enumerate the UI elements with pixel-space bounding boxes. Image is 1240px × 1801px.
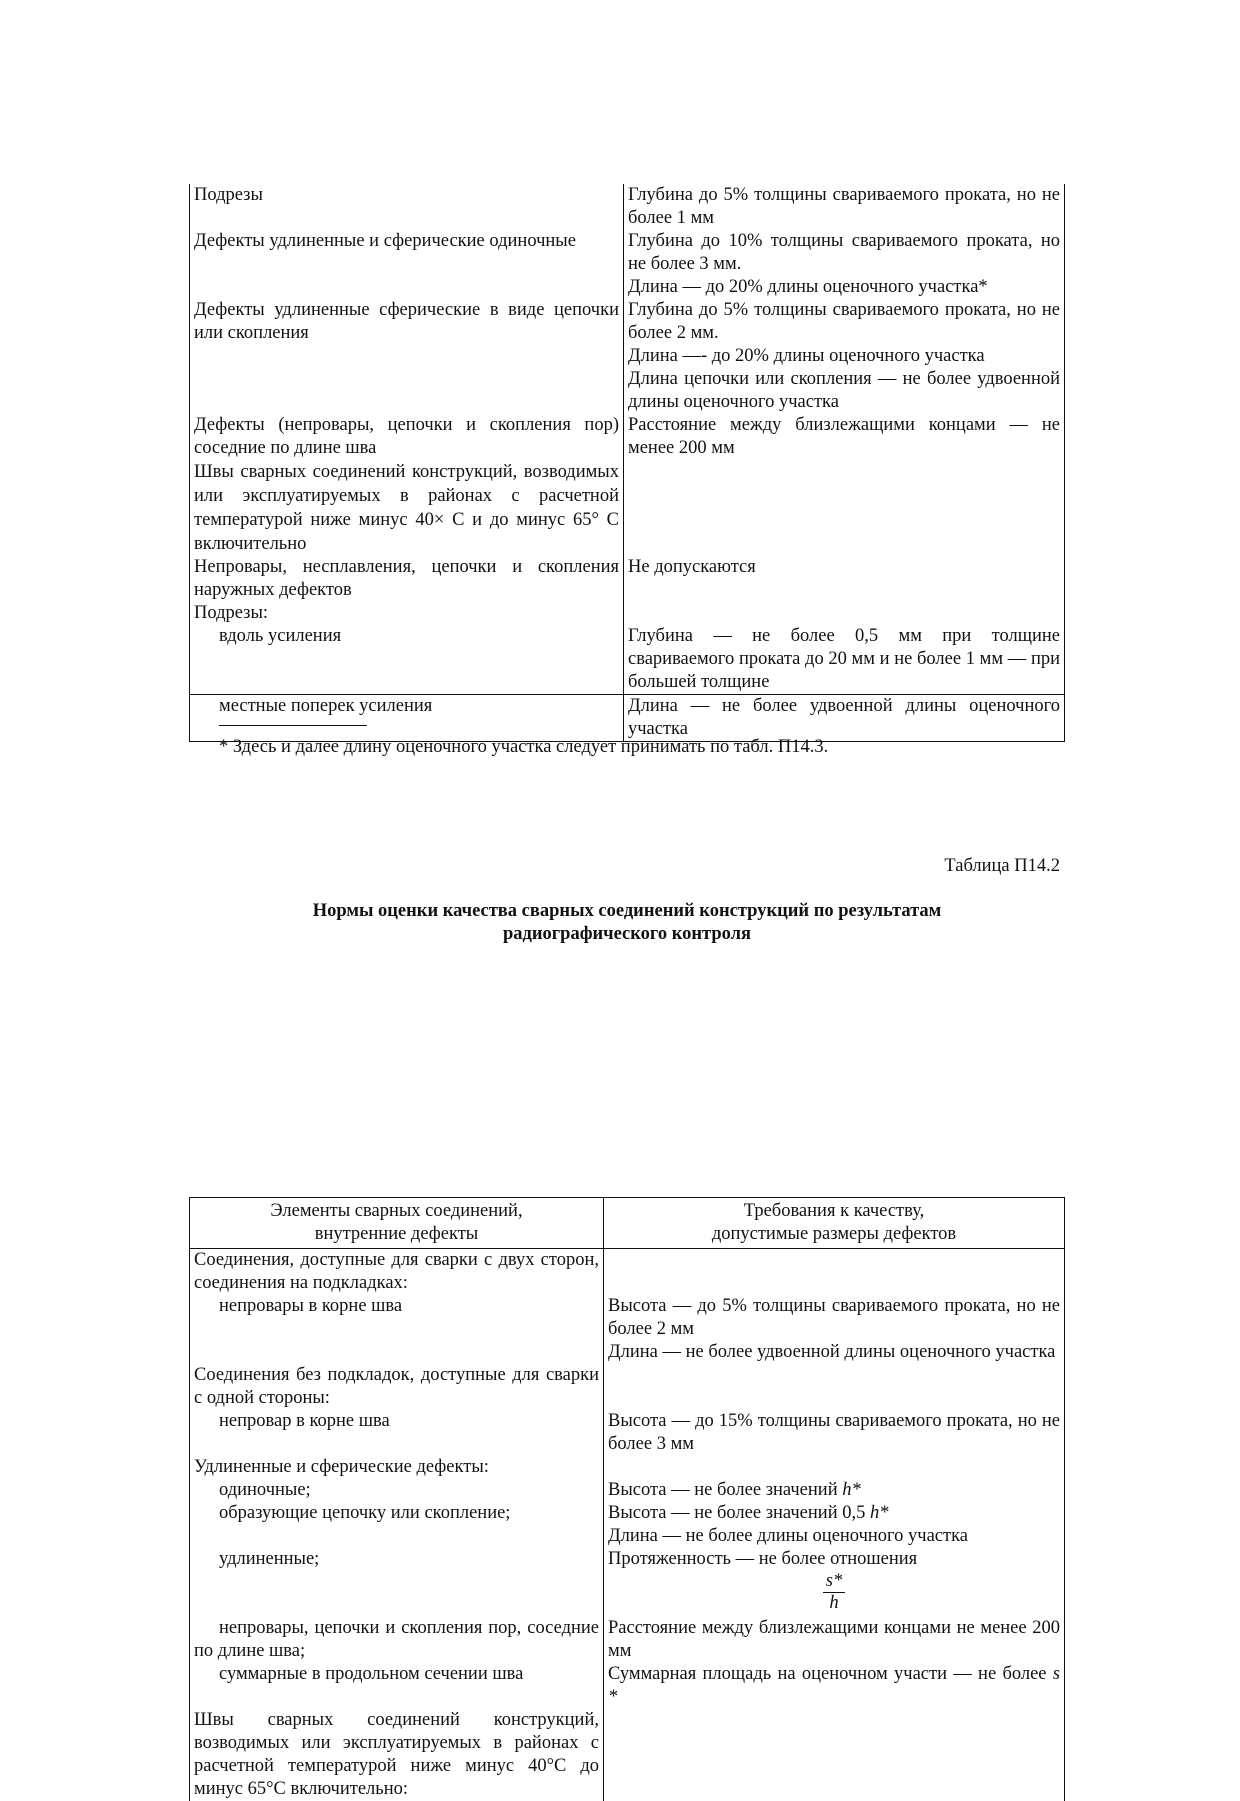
- cell-left: одиночные;: [190, 1479, 604, 1502]
- item-text: непровар в корне шва: [219, 1411, 390, 1431]
- header-text: Элементы сварных соединений,: [270, 1201, 523, 1221]
- table-header-row: [190, 1198, 1065, 1249]
- cell-right: [604, 1295, 1065, 1364]
- requirement-text: Глубина — не более 0,5 мм при толщине свариваемого проката до 20 мм и не более 1 мм — при большей толщине: [628, 626, 1060, 692]
- cell-left: Швы сварных соединений конструкций, возводимых или эксплуатируемых в районах с расчетной температурой ниже минус 40°С до минус 65°С включительно:: [190, 1709, 604, 1801]
- table-row: [190, 460, 1065, 556]
- cell-right: [604, 1502, 1065, 1548]
- cell-left: Непровары, несплавления, цепочки и скопления наружных дефектов: [190, 556, 624, 602]
- table-caption: Таблица П14.2: [944, 856, 1060, 876]
- requirement-text: Высота — до 5% толщины свариваемого проката, но не более 2 мм: [608, 1296, 1060, 1339]
- footnote-divider: [219, 725, 367, 726]
- cell-right: [604, 1548, 1065, 1617]
- table-row: [190, 1502, 1065, 1548]
- variable-s: s *: [608, 1664, 1060, 1707]
- variable-h: h*: [842, 1480, 861, 1500]
- fraction-s-over-h: [608, 1571, 1060, 1614]
- requirement-text: Суммарная площадь на оценочном участи — не более: [608, 1664, 1053, 1684]
- header-text: внутренние дефекты: [314, 1224, 479, 1244]
- table-row: [190, 1249, 1065, 1296]
- spacer: [219, 1571, 599, 1617]
- radiographic-norms-table: [189, 1197, 1065, 1801]
- table-row: [190, 1410, 1065, 1456]
- requirement-text: Глубина до 10% толщины свариваемого проката, но не более 3 мм.: [628, 231, 1060, 274]
- requirement-text: Длина — не более удвоенной длины оценочного участка: [628, 696, 1060, 739]
- cell-right: [604, 1456, 1065, 1479]
- requirement-text: Глубина до 5% толщины свариваемого проката, но не более 2 мм.: [628, 300, 1060, 343]
- cell-left: непровары, цепочки и скопления пор, соседние по длине шва;: [190, 1617, 604, 1663]
- cell-right: Высота — до 15% толщины свариваемого проката, но не более 3 мм: [608, 1411, 1060, 1454]
- cell-right: [624, 625, 1065, 695]
- cell-left: образующие цепочку или скопление;: [190, 1502, 604, 1548]
- cell-left: [190, 1663, 604, 1709]
- cell-right: [624, 184, 1065, 230]
- spacer: [219, 1433, 599, 1456]
- cell-right: [604, 1663, 1065, 1709]
- cell-left: Дефекты (непровары, цепочки и скопления пор) соседние по длине шва: [190, 414, 624, 460]
- requirement-text: Длина —- до 20% длины оценочного участка: [628, 346, 985, 366]
- table-title: [189, 900, 1065, 946]
- cell-left: [190, 1410, 604, 1456]
- table-row: [190, 1479, 1065, 1502]
- requirement-text: Протяженность — не более отношения: [608, 1549, 918, 1569]
- header-cell-requirements: [604, 1198, 1065, 1249]
- cell-right: [624, 460, 1065, 556]
- fraction-denominator: h: [829, 1593, 839, 1613]
- cell-left: Швы сварных соединений конструкций, возводимых или эксплуатируемых в районах с расчетной температурой ниже минус 40× С и до минус 65° С включительно: [190, 460, 624, 556]
- cell-left: вдоль усиления: [190, 625, 624, 695]
- table-row: [190, 1617, 1065, 1663]
- cell-left: Дефекты удлиненные сферические в виде цепочки или скопления: [190, 299, 624, 414]
- table-row: [190, 602, 1065, 625]
- table-row: [190, 1295, 1065, 1364]
- spacer: [219, 1686, 599, 1709]
- fraction-numerator: s*: [823, 1571, 845, 1593]
- cell-right: [624, 695, 1065, 742]
- cell-left: Соединения, доступные для сварки с двух сторон, соединения на подкладках:: [190, 1249, 604, 1296]
- footnote: * Здесь и далее длину оценочного участка следует принимать по табл. П14.3.: [219, 737, 829, 757]
- table-row: [190, 414, 1065, 460]
- cell-left: Удлиненные и сферические дефекты:: [190, 1456, 604, 1479]
- table-row: [190, 184, 1065, 230]
- defect-norms-table-continued: [189, 184, 1065, 742]
- header-text: Требования к качеству,: [743, 1201, 925, 1221]
- table-row: [190, 230, 1065, 299]
- cell-left: Подрезы: [190, 184, 624, 230]
- requirement-text: Расстояние между близлежащими концами — не менее 200 мм: [628, 415, 1060, 458]
- cell-right: [624, 299, 1065, 414]
- cell-left: местные поперек усиления: [190, 695, 624, 742]
- cell-right: [604, 1709, 1065, 1801]
- table-title-line: радиографического контроля: [502, 924, 752, 944]
- header-cell-elements: [190, 1198, 604, 1249]
- table-title-line: Нормы оценки качества сварных соединений конструкций по результатам: [312, 901, 942, 921]
- requirement-text: Не допускаются: [628, 557, 756, 577]
- cell-right: [624, 414, 1065, 460]
- header-text: допустимые размеры дефектов: [711, 1224, 957, 1244]
- table-row: [190, 299, 1065, 414]
- cell-right: [604, 1364, 1065, 1410]
- table-row: [190, 695, 1065, 742]
- table-row: [190, 1663, 1065, 1709]
- cell-right: [604, 1479, 1065, 1502]
- cell-left: [190, 1548, 604, 1617]
- cell-left: Подрезы:: [190, 602, 624, 625]
- cell-right: Расстояние между близлежащими концами не менее 200 мм: [608, 1618, 1060, 1661]
- table-row: [190, 1709, 1065, 1801]
- requirement-text: Длина — не более удвоенной длины оценочного участка: [608, 1342, 1056, 1362]
- cell-right: [604, 1249, 1065, 1296]
- requirement-text: Длина — не более длины оценочного участка: [608, 1526, 969, 1546]
- table-row: [190, 556, 1065, 602]
- cell-left: Соединения без подкладок, доступные для сварки с одной стороны:: [190, 1364, 604, 1410]
- requirement-text: Глубина до 5% толщины свариваемого проката, но не более 1 мм: [628, 185, 1060, 228]
- requirement-text: Высота — не более значений: [608, 1480, 843, 1500]
- table-row: [190, 1364, 1065, 1410]
- requirement-text: Длина цепочки или скопления — не более удвоенной длины оценочного участка: [628, 369, 1060, 412]
- cell-right: [624, 556, 1065, 602]
- table-row: [190, 625, 1065, 695]
- item-text: удлиненные;: [219, 1549, 320, 1569]
- requirement-text: Длина — до 20% длины оценочного участка*: [628, 277, 988, 297]
- cell-right: [624, 602, 1065, 625]
- cell-left: непровары в корне шва: [190, 1295, 604, 1364]
- cell-right: [624, 230, 1065, 299]
- cell-left: Дефекты удлиненные и сферические одиночные: [190, 230, 624, 299]
- table-row: [190, 1456, 1065, 1479]
- table-row: [190, 1548, 1065, 1617]
- requirement-text: Высота — не более значений 0,5: [608, 1503, 870, 1523]
- variable-h: h*: [869, 1503, 889, 1523]
- item-text: суммарные в продольном сечении шва: [219, 1664, 524, 1684]
